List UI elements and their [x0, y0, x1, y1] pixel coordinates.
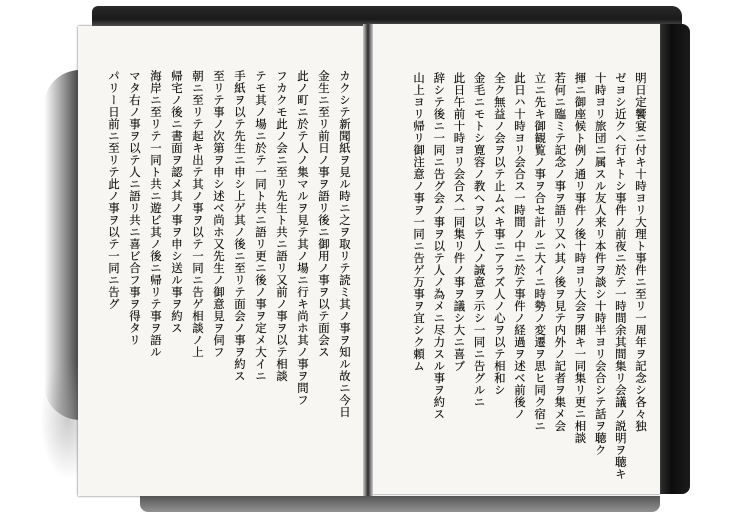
right-column: 若何ニ臨ミテ記念ノ事ヲ語リ又ハ其ノ後ヲ見テ内外ノ記者ヲ集メ会 [553, 72, 568, 432]
book-cover-right [656, 24, 690, 494]
right-column: 此日ハ十時ヨリ会合ス一時間ノ中ニ於テ事件ノ経過ヲ述ベ前後ノ [512, 72, 527, 420]
right-column: 此日午前十時ヨリ会合ス一同集リ件ノ事ヲ議シ大ニ喜ブ [452, 72, 467, 372]
left-column: テモ其ノ場ニ於テ一同ト共ニ語リ更ニ後ノ事ヲ定メ大イニ [254, 70, 268, 382]
right-page [368, 24, 660, 494]
book-gutter [363, 24, 373, 496]
left-column: 帰宅ノ後ニ書面ヲ認メ其ノ事ヲ申シ送ル事ヲ約ス [170, 70, 184, 334]
right-column: 全ク無益ノ会ヲ以テ止ムベキ事ニアラズ人ノ心ヲ以テ相和シ [492, 72, 507, 396]
left-column: パリー日前ニ至リテ此ノ事ヲ以テ一同ニ告グ [107, 70, 121, 310]
right-column: 山上ヨリ帰リ御注意ノ事ヲ一同ニ告ゲ万事ヲ宜シク頼ム [412, 72, 427, 372]
right-column: 金毛ニモトシ寛容ノ教ヘヲ以テ人ノ誠意ヲ示シ一同ニ告グルニ [472, 72, 487, 408]
left-column: 手紙ヲ以テ先生ニ申シ上ゲ其ノ後ニ至リテ面会ノ事ヲ約ス [233, 70, 247, 382]
right-column: 明日定饗宴ニ付キ十時ヨリ大理ト事件ニ至リ一周年ヲ記念シ各々独 [634, 72, 648, 432]
right-column: 立ニ先キ御観覧ノ事ヲ合セ計ルニ大イニ時勢ノ変遷ヲ思ヒ同ク宿ニ [533, 72, 548, 432]
left-column: カクシテ新聞紙ヲ見ル時ニ之ヲ取リテ読ミ其ノ事ヲ知ル故ニ今日 [338, 70, 352, 418]
right-page-text [370, 24, 660, 494]
left-column: 朝ニ至リテ起キ出テ其ノ事ヲ以テ一同ニ告ゲ相談ノ上 [191, 70, 205, 358]
left-column: マタ右ノ事ヲ以テ人ニ語リ共ニ喜ビ合フ事ヲ得タリ [128, 70, 142, 346]
left-column: 此ノ町ニ於テ人ノ集マルヲ見テ其ノ場ニ行キ尚ホ其ノ事ヲ問フ [296, 70, 310, 406]
scan-shadow-bottom [140, 496, 660, 512]
left-column: 金生ニ至リ前日ノ事ヲ語リ後ニ御用ノ事ヲ以テ面会ス [317, 70, 331, 358]
right-column: 揮ニ御座候ト例ノ通リ事件ノ後十時ヨリ大会ヲ開キ一同集リ更ニ相談 [573, 72, 588, 444]
left-column: 海岸ニ至リテ一同ト共ニ遊ビ其ノ後ニ帰リテ事ヲ語ル [149, 70, 163, 358]
left-page-text [78, 26, 368, 496]
left-column: 至リテ事ノ次第ヲ申シ述ベ尚ホ又先生ノ御意見ヲ伺フ [212, 70, 226, 358]
left-column: フカクモ此ノ会ニ至リ先生ト共ニ語リ又前ノ事ヲ以テ相談 [275, 70, 289, 382]
right-column: 十時ヨリ旅団ニ属スル友人来リ本件ヲ談シ十時半ヨリ会合シテ話ヲ聴ク [593, 72, 608, 456]
left-page [78, 26, 370, 496]
right-column: 辞シテ後ニ一同ニ告グ会ノ事ヲ以テ人ノ為メニ尽力スル事ヲ約ス [432, 72, 447, 420]
scan-noise [40, 360, 80, 480]
right-column: ゼヨシ近クヘ行キトシ事件ノ前夜ニ於テ一時間余其間集リ会議ノ説明ヲ聴キ [613, 72, 628, 480]
